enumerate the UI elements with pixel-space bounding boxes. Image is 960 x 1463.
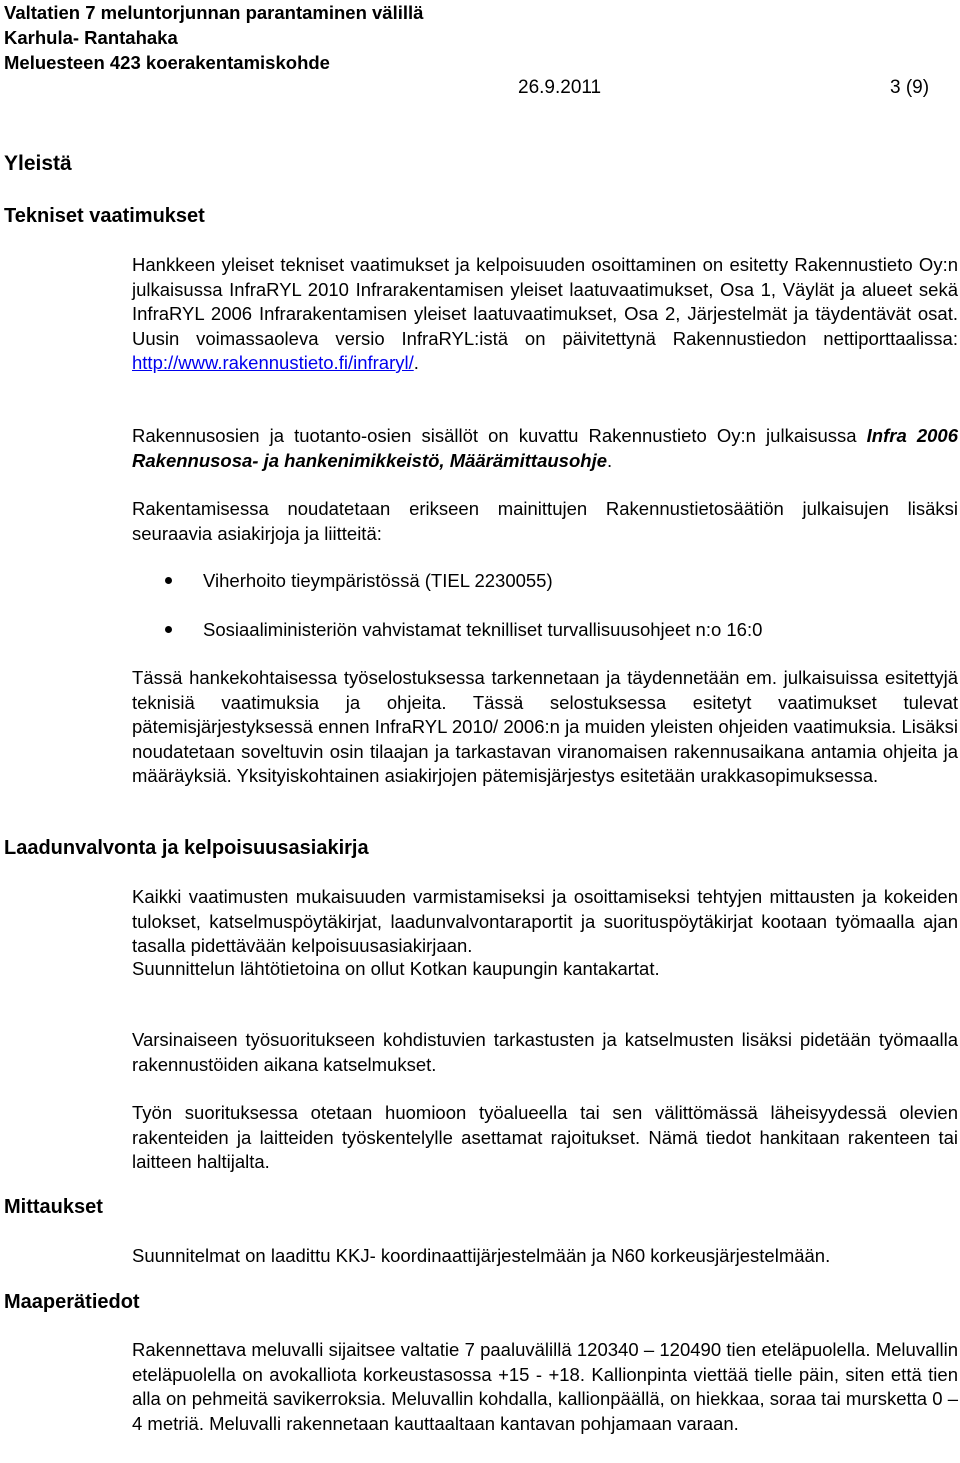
paragraph-infraryl-end: . xyxy=(413,352,419,373)
header-subproject: Meluesteen 423 koerakentamiskohde xyxy=(4,52,330,73)
paragraph-koordinaatit: Suunnitelmat on laadittu KKJ- koordinaattijärjestelmään ja N60 korkeusjärjestelmään. xyxy=(132,1245,831,1266)
heading-yleista: Yleistä xyxy=(4,152,72,175)
paragraph-asiakirjat: Rakentamisessa noudatetaan erikseen mainittujen Rakennustietosäätiön julkaisujen lisäksi seuraavia asiakirjoja ja liitteitä: xyxy=(132,498,958,544)
bullet-item: Sosiaaliministeriön vahvistamat teknilliset turvallisuusohjeet n:o 16:0 xyxy=(203,619,763,640)
bullet-icon xyxy=(165,577,172,584)
paragraph-katselmukset: Varsinaiseen työsuoritukseen kohdistuvien tarkastusten ja katselmusten lisäksi pidetään työmaalla rakennustöiden aikana katselmukset. xyxy=(132,1029,958,1075)
header-page-number: 3 (9) xyxy=(890,77,930,98)
paragraph-rakennusosat xyxy=(132,424,958,473)
paragraph-kelpoisuusasiakirja: Kaikki vaatimusten mukaisuuden varmistamiseksi ja osoittamiseksi tehtyjen mittausten ja kokeiden tulokset, katselmuspöytäkirjat, laadunvalvontaraportit ja suorituspöytäkirjat kootaan työmaalla ajan tasalla pidettävään kelpoisuusasiakirjaan. xyxy=(132,886,958,956)
paragraph-maapera: Rakennettava meluvalli sijaitsee valtatie 7 paaluvälillä 120340 – 120490 tien eteläpuolella. Meluvallin eteläpuolella on avokalliota korkeustasossa +15 - +18. Kallionpinta viettää tielle päin, siten että tien alla on pehmeitä savikerroksia. Meluvallin kohdalla, kallionpäällä, on hiekkaa, soraa tai mursketta 0 – 4 metriä. Meluvalli rakennetaan kauttaaltaan kantavan pohjamaan varaan. xyxy=(132,1339,958,1434)
header-section-name: Karhula- Rantahaka xyxy=(4,27,178,48)
paragraph-rakennusosat-text: Rakennusosien ja tuotanto-osien sisällöt on kuvattu Rakennustieto Oy:n julkaisussa xyxy=(132,425,867,446)
heading-tekniset-vaatimukset: Tekniset vaatimukset xyxy=(4,205,205,227)
bullet-item: Viherhoito tieympäristössä (TIEL 2230055) xyxy=(203,570,553,591)
paragraph-patemisjarjestys: Tässä hankekohtaisessa työselostuksessa tarkennetaan ja täydennetään em. julkaisuissa esitettyjä teknisiä vaatimuksia ja ohjeita. Tässä selostuksessa esitetyt vaatimukset tulevat pätemisjärjestyksessä ennen InfraRYL 2010/ 2006:n ja muiden yleisten ohjeiden vaatimuksia. Lisäksi noudatetaan soveltuvin osin tilaajan ja tarkastavan viranomaisen rakennusaikana antamia ohjeita ja määräyksiä. Yksityiskohtainen asiakirjojen pätemisjärjestys esitetään urakkasopimuksessa. xyxy=(132,667,958,786)
heading-laadunvalvonta: Laadunvalvonta ja kelpoisuusasiakirja xyxy=(4,837,369,859)
paragraph-infraryl xyxy=(132,253,958,376)
paragraph-rakennusosat-end: . xyxy=(607,449,613,471)
bullet-icon xyxy=(165,626,172,633)
header-project-title: Valtatien 7 meluntorjunnan parantaminen välillä xyxy=(4,2,424,23)
header-date: 26.9.2011 xyxy=(518,77,602,98)
infraryl-link[interactable]: http://www.rakennustieto.fi/infraryl/ xyxy=(132,352,414,373)
heading-maaperatiedot: Maaperätiedot xyxy=(4,1291,140,1313)
paragraph-infraryl-text: Hankkeen yleiset tekniset vaatimukset ja kelpoisuuden osoittaminen on esitetty Rakennustieto Oy:n julkaisussa InfraRYL 2010 Infrarakentamisen yleiset laatuvaatimukset, Osa 1, Väylät ja alueet sekä InfraRYL 2006 Infrarakentamisen yleiset laatuvaatimukset, Osa 2, Järjestelmät ja täydentävät osat. Uusin voimassaoleva versio InfraRYL:istä on päivitettynä Rakennustiedon nettiporttaalissa: xyxy=(132,254,958,349)
paragraph-lahtotiedot: Suunnittelun lähtötietoina on ollut Kotkan kaupungin kantakartat. xyxy=(132,958,660,979)
publication-title: Infra 2006 Rakennusosa- ja hankenimikkeistö, Määrämittausohje xyxy=(132,425,958,471)
heading-mittaukset: Mittaukset xyxy=(4,1196,103,1218)
paragraph-rajoitukset: Työn suorituksessa otetaan huomioon työalueella tai sen välittömässä läheisyydessä olevien rakenteiden ja laitteiden työskentelylle asettamat rajoitukset. Nämä tiedot hankitaan rakenteen tai laitteen haltijalta. xyxy=(132,1102,958,1172)
